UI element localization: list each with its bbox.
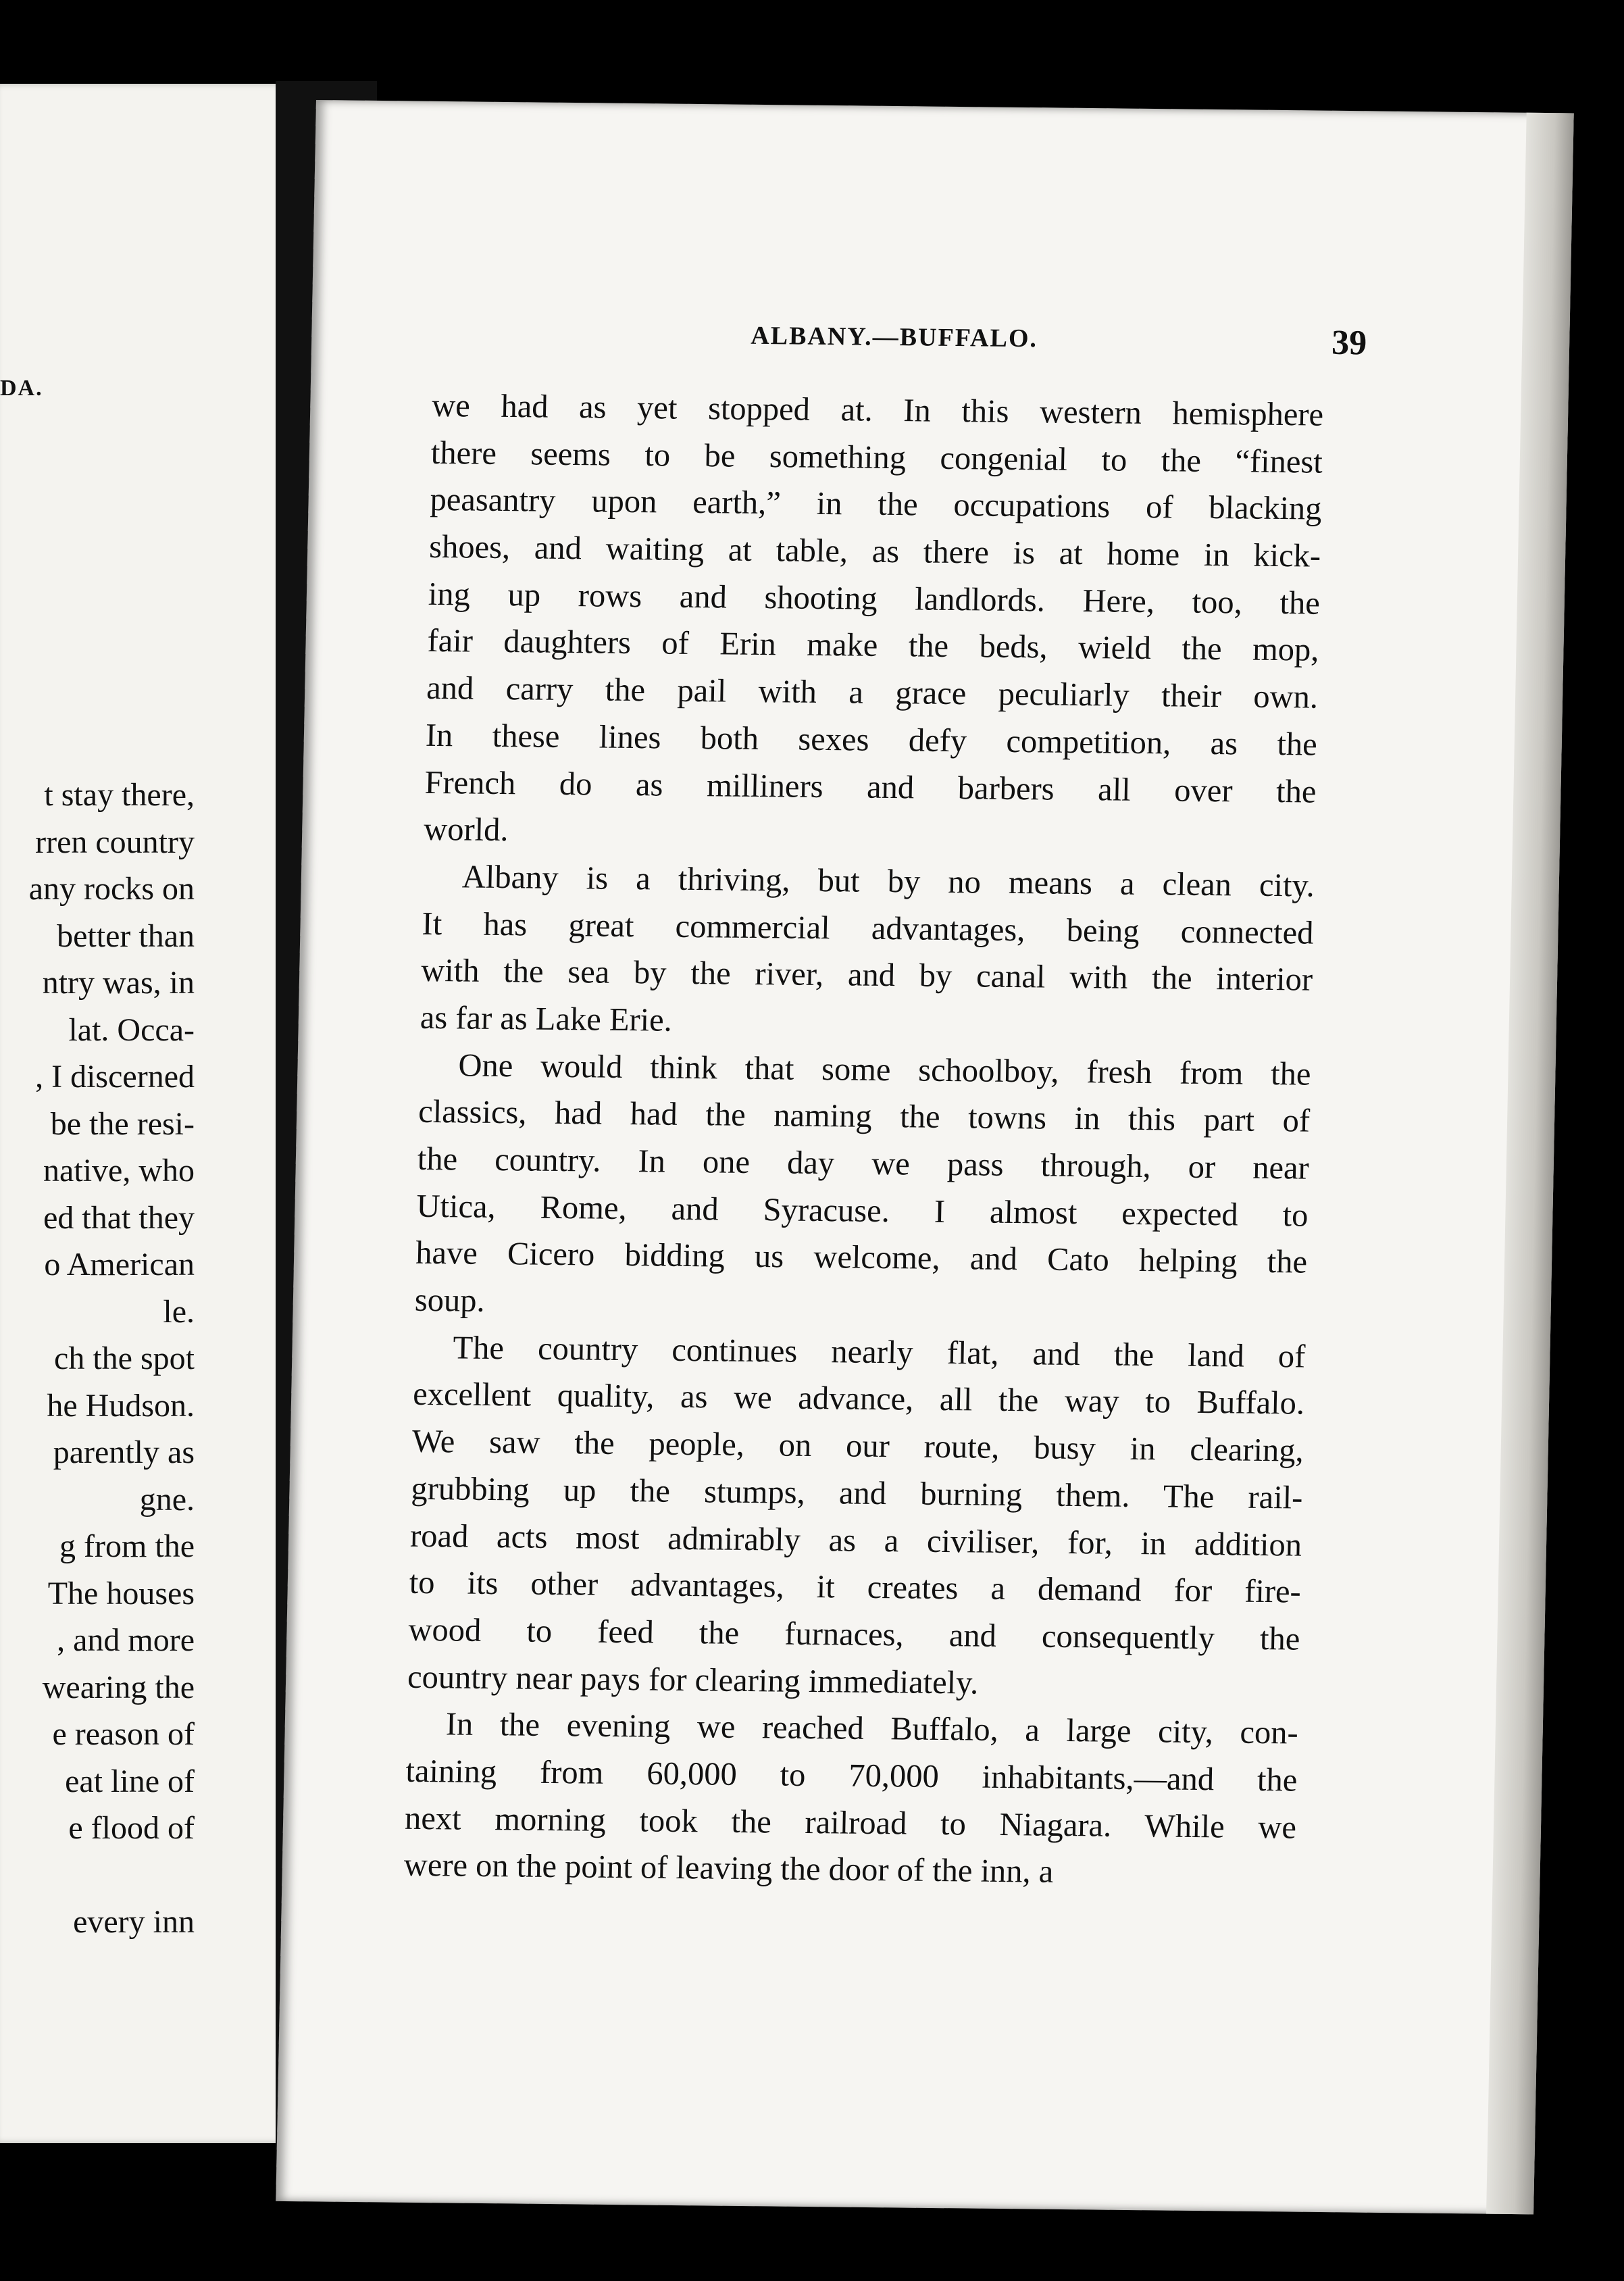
text-line: We saw the people, on our route, busy in clearing,	[411, 1423, 1304, 1469]
text-line: grubbing up the stumps, and burning them. The rail-	[411, 1470, 1303, 1516]
left-text-line: parently as	[53, 1434, 195, 1470]
left-text-line: lat. Occa-	[68, 1011, 195, 1048]
text-line: In these lines both sexes defy competition, as the	[425, 717, 1318, 763]
page-edge	[1486, 113, 1574, 2215]
left-text-line: t stay there,	[44, 777, 195, 813]
left-text-line: be the resi-	[50, 1105, 195, 1142]
left-text-line: gne.	[139, 1481, 195, 1518]
text-line: In the evening we reached Buffalo, a large city, con-	[445, 1706, 1299, 1751]
left-text-line: o American	[44, 1247, 195, 1282]
text-line: country near pays for clearing immediately.	[407, 1659, 979, 1701]
left-text-line: wearing the	[42, 1669, 195, 1705]
left-text-line: The houses	[47, 1575, 195, 1611]
text-line: It has great commercial advantages, being connected	[422, 905, 1314, 951]
text-line: The country continues nearly flat, and the land of	[453, 1330, 1306, 1375]
text-line: peasantry upon earth,” in the occupations of blacking	[430, 482, 1322, 528]
running-header: ALBANY.—BUFFALO.	[750, 321, 1038, 353]
paragraph	[407, 1324, 1306, 1710]
text-line: there seems to be something congenial to the “finest	[430, 434, 1323, 480]
paragraph	[420, 853, 1315, 1051]
text-line: we had as yet stopped at. In this western hemisphere	[431, 387, 1324, 433]
text-line: classics, had had the naming the towns in this part of	[417, 1094, 1311, 1139]
left-text-line: eat line of	[65, 1763, 195, 1799]
text-line: with the sea by the river, and by canal with the interior	[420, 953, 1313, 998]
page-number: 39	[1331, 323, 1367, 363]
left-text-line: , and more	[57, 1622, 195, 1658]
body-text	[403, 382, 1324, 1899]
left-text-line: g from the	[59, 1528, 195, 1564]
text-line: next morning took the railroad to Niagara. While we	[404, 1800, 1297, 1846]
right-page	[276, 100, 1573, 2214]
left-text-line	[0, 1852, 323, 1899]
text-line: excellent quality, as we advance, all the way to Buffalo.	[412, 1376, 1305, 1422]
text-line: have Cicero bidding us welcome, and Cato helping the	[415, 1235, 1308, 1280]
text-line: shoes, and waiting at table, as there is at home in kick-	[428, 528, 1321, 574]
text-line: the country. In one day we pass through, or near	[417, 1140, 1310, 1186]
text-line: were on the point of leaving the door of the inn, a	[403, 1847, 1054, 1890]
left-text-line: ntry was, in	[42, 965, 195, 1001]
text-line: soup.	[414, 1282, 486, 1319]
text-line: French do as milliners and barbers all over the	[424, 764, 1317, 810]
text-line: taining from 60,000 to 70,000 inhabitants,—and the	[405, 1753, 1298, 1799]
left-text-line: e reason of	[52, 1716, 195, 1752]
text-line: fair daughters of Erin make the beds, wield the mop,	[427, 623, 1319, 669]
left-text-line: ed that they	[43, 1199, 195, 1236]
text-line: road acts most admirably as a civiliser, for, in addition	[409, 1518, 1302, 1563]
left-text-line: e flood of	[68, 1810, 195, 1846]
left-text-line: any rocks on	[28, 871, 195, 907]
left-page-text	[0, 772, 323, 1946]
left-text-line: native, who	[43, 1153, 195, 1188]
left-text-line: every inn	[73, 1904, 195, 1940]
paragraph	[424, 382, 1324, 863]
left-text-line: , I discerned	[35, 1059, 195, 1095]
paragraph	[414, 1041, 1311, 1333]
text-line: to its other advantages, it creates a demand for fire-	[409, 1564, 1302, 1610]
left-running-header: DA.	[0, 376, 43, 401]
paragraph	[403, 1701, 1298, 1899]
left-text-line: better than	[57, 918, 195, 954]
text-line: and carry the pail with a grace peculiarly their own.	[426, 670, 1319, 716]
text-line: world.	[423, 811, 509, 849]
text-line: wood to feed the furnaces, and consequently the	[408, 1611, 1300, 1657]
left-text-line: rren country	[35, 824, 195, 860]
text-line: as far as Lake Erie.	[420, 999, 673, 1038]
left-text-line: ch the spot	[54, 1340, 195, 1376]
left-text-line: le.	[163, 1293, 195, 1330]
text-line: Albany is a thriving, but by no means a clean city.	[461, 859, 1315, 904]
text-line: One would think that some schoolboy, fresh from the	[458, 1047, 1311, 1093]
text-line: ing up rows and shooting landlords. Here, too, the	[428, 576, 1321, 622]
left-page	[0, 84, 323, 2143]
text-line: Utica, Rome, and Syracuse. I almost expected to	[416, 1188, 1309, 1234]
left-text-line: he Hudson.	[47, 1387, 195, 1424]
